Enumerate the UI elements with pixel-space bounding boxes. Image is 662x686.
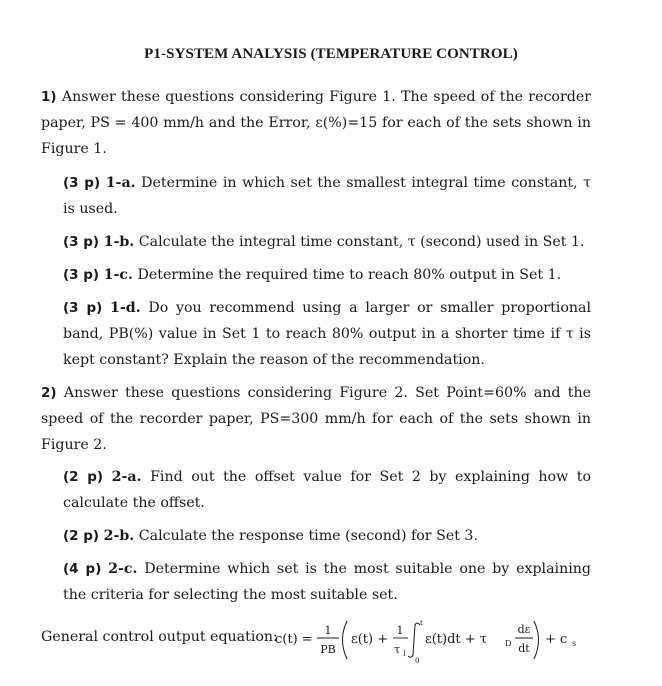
integral-sign: [408, 623, 420, 657]
fraction-2-numerator: 1: [396, 624, 404, 637]
left-paren: [343, 621, 348, 659]
integral-lower-limit: 0: [415, 657, 420, 665]
fraction-2-denominator-sub: I: [403, 650, 406, 658]
subquestion-text: Determine the required time to reach 80% output in Set 1.: [137, 267, 562, 283]
control-output-equation: [41, 613, 577, 669]
question-1-text: Answer these questions considering Figure 1. The speed of the recorder paper, PS = 400 mm/h and the Error, ε(%)=15 for each of the sets shown in Figure 1.: [41, 89, 591, 157]
fraction-3-denominator: dt: [518, 642, 530, 655]
subquestion-label: 1-d.: [110, 300, 141, 316]
equation-constant-text: + c: [545, 632, 568, 647]
subquestion-2a: [63, 464, 591, 516]
subquestion-points: (3 p): [63, 267, 100, 283]
subquestion-1d: [63, 295, 591, 373]
equation-label: General control output equation:: [41, 629, 278, 645]
subquestion-label: 2-a.: [111, 469, 142, 485]
question-2: [41, 380, 591, 458]
subquestion-1a: [63, 170, 591, 222]
equation-lhs: c(t) =: [275, 632, 313, 647]
subquestion-2b: [63, 523, 591, 549]
subquestion-text: Find out the offset value for Set 2 by explaining how to calculate the offset.: [63, 469, 592, 511]
subquestion-2c: [63, 556, 591, 608]
right-paren: [534, 621, 539, 659]
subquestion-1b: [63, 229, 591, 255]
question-1-number: 1): [41, 89, 57, 105]
subquestion-text: Calculate the response time (second) for Set 3.: [138, 528, 478, 544]
integral-upper-limit: t: [420, 619, 423, 627]
equation-term-error: ε(t) +: [351, 632, 389, 647]
fraction-1-denominator: PB: [320, 643, 336, 656]
subquestion-text: Do you recommend using a larger or smaller proportional band, PB(%) value in Set 1 to reach 80% output in a shorter time if τ is kept constant? Explain the reason of the recommendation.: [63, 300, 591, 368]
subquestion-points: (3 p): [63, 175, 101, 191]
subquestion-points: (4 p): [63, 561, 102, 577]
question-2-number: 2): [41, 385, 57, 401]
fraction-1-numerator: 1: [324, 624, 332, 637]
subquestion-points: (3 p): [63, 300, 103, 316]
subquestion-1c: [63, 262, 591, 288]
equation-constant-subscript: s: [572, 639, 577, 648]
subquestion-label: 2-b.: [103, 528, 135, 544]
equation-integrand: ε(t)dt + τ: [425, 632, 487, 647]
subquestion-points: (3 p): [63, 234, 100, 250]
subquestion-label: 1-a.: [105, 175, 136, 191]
document-title: P1-SYSTEM ANALYSIS (TEMPERATURE CONTROL): [144, 46, 518, 62]
subquestion-points: (2 p): [63, 528, 100, 544]
subquestion-label: 2-c.: [108, 561, 138, 577]
subquestion-text: Calculate the integral time constant, τ (second) used in Set 1.: [138, 234, 585, 250]
equation-constant-group: [545, 613, 589, 669]
equation-formula: [41, 613, 541, 669]
subquestion-label: 1-c.: [103, 267, 133, 283]
subquestion-text: Determine in which set the smallest integral time constant, τ is used.: [63, 175, 591, 217]
fraction-2-denominator: τ: [393, 643, 401, 656]
subquestion-label: 1-b.: [103, 234, 135, 250]
question-2-text: Answer these questions considering Figure 2. Set Point=60% and the speed of the recorder paper, PS=300 mm/h for each of the sets shown in Figure 2.: [41, 385, 591, 453]
subquestion-text: Determine which set is the most suitable one by explaining the criteria for selecting the most suitable set.: [63, 561, 591, 603]
subquestion-points: (2 p): [63, 469, 104, 485]
question-1: [41, 84, 591, 162]
fraction-3-numerator: dε: [517, 623, 531, 636]
tau-d-subscript: D: [505, 639, 512, 648]
